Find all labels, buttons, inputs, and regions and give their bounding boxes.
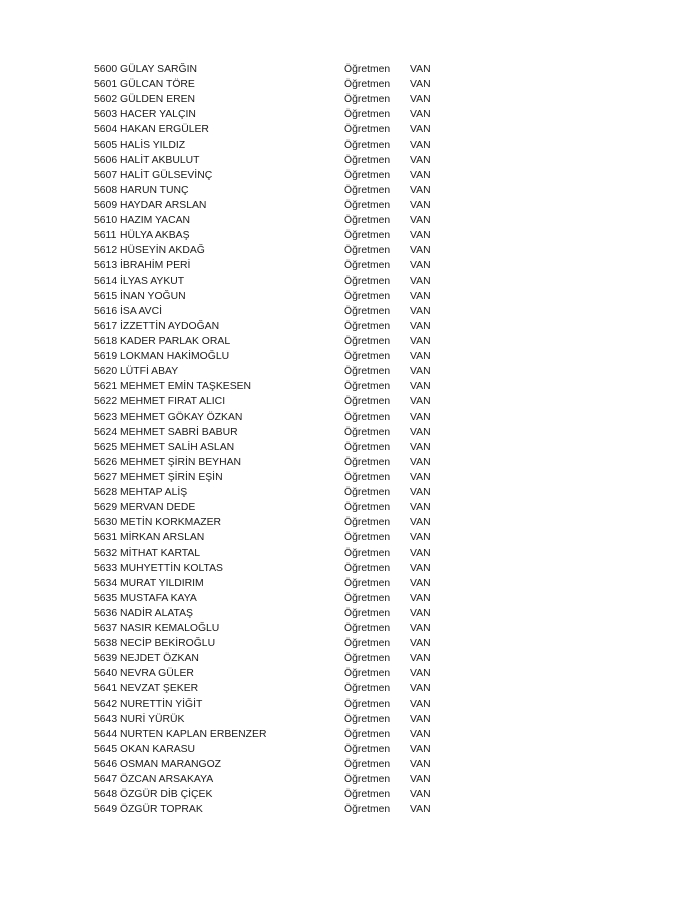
city-name: VAN: [410, 743, 431, 755]
row-number: 5624: [94, 426, 118, 438]
list-item: [94, 410, 454, 425]
person-name: NEVRA GÜLER: [120, 668, 194, 680]
city-name: VAN: [410, 184, 431, 196]
job-title: Öğretmen: [344, 260, 391, 272]
list-item: [94, 697, 454, 712]
person-name: NEJDET ÖZKAN: [120, 653, 199, 665]
job-title: Öğretmen: [344, 411, 391, 423]
job-title: Öğretmen: [344, 396, 391, 408]
row-number: 5613: [94, 260, 118, 272]
person-name: MEHMET FIRAT ALICI: [120, 396, 226, 408]
job-title: Öğretmen: [344, 290, 391, 302]
job-title: Öğretmen: [344, 698, 391, 710]
city-name: VAN: [410, 577, 431, 589]
city-name: VAN: [410, 426, 431, 438]
job-title: Öğretmen: [344, 547, 391, 559]
job-title: Öğretmen: [344, 79, 391, 91]
row-number: 5605: [94, 139, 118, 151]
person-name: KADER PARLAK ORAL: [120, 335, 231, 347]
city-name: VAN: [410, 230, 431, 242]
list-item: [94, 606, 454, 621]
city-name: VAN: [410, 547, 431, 559]
list-item: [94, 591, 454, 606]
person-name: ÖZCAN ARSAKAYA: [120, 774, 214, 786]
city-name: VAN: [410, 623, 431, 635]
person-name: HALİT GÜLSEVİNÇ: [120, 169, 213, 181]
list-item: [94, 455, 454, 470]
person-name: NURİ YÜRÜK: [120, 713, 185, 725]
job-title: Öğretmen: [344, 592, 391, 604]
person-name: MEHMET SABRİ BABUR: [120, 426, 238, 438]
list-item: [94, 712, 454, 727]
person-name: HÜSEYİN AKDAĞ: [120, 245, 205, 257]
person-name: MEHMET ŞİRİN BEYHAN: [120, 456, 242, 468]
city-name: VAN: [410, 381, 431, 393]
person-name: HAKAN ERGÜLER: [120, 124, 209, 136]
row-number: 5616: [94, 305, 118, 317]
city-name: VAN: [410, 517, 431, 529]
city-name: VAN: [410, 471, 431, 483]
list-item: [94, 802, 454, 817]
row-number: 5648: [94, 789, 118, 801]
job-title: Öğretmen: [344, 577, 391, 589]
list-item: [94, 636, 454, 651]
city-name: VAN: [410, 320, 431, 332]
job-title: Öğretmen: [344, 139, 391, 151]
person-name: HACER YALÇIN: [120, 109, 196, 121]
person-name: HARUN TUNÇ: [120, 184, 189, 196]
person-name: İSA AVCİ: [120, 305, 162, 317]
list-item: [94, 92, 454, 107]
job-title: Öğretmen: [344, 245, 391, 257]
list-item: [94, 304, 454, 319]
job-title: Öğretmen: [344, 154, 391, 166]
row-number: 5638: [94, 638, 118, 650]
row-number: 5647: [94, 774, 118, 786]
list-item: [94, 243, 454, 258]
job-title: Öğretmen: [344, 502, 391, 514]
person-name: MURAT YILDIRIM: [120, 577, 204, 589]
city-name: VAN: [410, 592, 431, 604]
row-number: 5606: [94, 154, 118, 166]
list-item: [94, 198, 454, 213]
row-number: 5607: [94, 169, 118, 181]
person-name: MERVAN DEDE: [120, 502, 196, 514]
job-title: Öğretmen: [344, 456, 391, 468]
list-item: [94, 183, 454, 198]
job-title: Öğretmen: [344, 64, 391, 75]
job-title: Öğretmen: [344, 184, 391, 196]
person-name: İZZETTİN AYDOĞAN: [120, 320, 220, 332]
job-title: Öğretmen: [344, 335, 391, 347]
person-name: NEVZAT ŞEKER: [120, 683, 199, 695]
city-name: VAN: [410, 396, 431, 408]
job-title: Öğretmen: [344, 381, 391, 393]
city-name: VAN: [410, 245, 431, 257]
job-title: Öğretmen: [344, 759, 391, 771]
person-name: İLYAS AYKUT: [120, 275, 185, 287]
row-number: 5649: [94, 804, 118, 816]
row-number: 5630: [94, 517, 118, 529]
job-title: Öğretmen: [344, 638, 391, 650]
person-name: MUSTAFA KAYA: [120, 592, 197, 604]
row-number: 5641: [94, 683, 118, 695]
list-item: [94, 77, 454, 92]
list-item: [94, 742, 454, 757]
person-name: NURETTİN YİĞİT: [120, 698, 203, 710]
city-name: VAN: [410, 728, 431, 740]
person-name: HALİT AKBULUT: [120, 154, 200, 166]
row-number: 5644: [94, 728, 118, 740]
city-name: VAN: [410, 562, 431, 574]
person-name: METİN KORKMAZER: [120, 517, 222, 529]
city-name: VAN: [410, 411, 431, 423]
person-name: ÖZGÜR TOPRAK: [120, 804, 203, 816]
person-name: NURTEN KAPLAN ERBENZER: [120, 728, 267, 740]
row-number: 5603: [94, 109, 118, 121]
person-name: MİTHAT KARTAL: [120, 547, 201, 559]
list-item: [94, 546, 454, 561]
city-name: VAN: [410, 441, 431, 453]
list-item: [94, 349, 454, 364]
person-name: HAYDAR ARSLAN: [120, 199, 207, 211]
city-name: VAN: [410, 199, 431, 211]
person-name: OSMAN MARANGOZ: [120, 759, 222, 771]
row-number: 5612: [94, 245, 118, 257]
person-name: MEHMET EMİN TAŞKESEN: [120, 381, 252, 393]
row-number: 5608: [94, 184, 118, 196]
job-title: Öğretmen: [344, 94, 391, 106]
job-title: Öğretmen: [344, 305, 391, 317]
person-name: NECİP BEKİROĞLU: [120, 638, 216, 650]
row-number: 5631: [94, 532, 118, 544]
person-name: HAZIM YACAN: [120, 215, 191, 227]
list-item: [94, 258, 454, 273]
row-number: 5622: [94, 396, 118, 408]
teacher-list: [94, 62, 454, 817]
job-title: Öğretmen: [344, 351, 391, 363]
person-name: NASIR KEMALOĞLU: [120, 623, 220, 635]
list-item: [94, 500, 454, 515]
person-name: OKAN KARASU: [120, 743, 196, 755]
city-name: VAN: [410, 759, 431, 771]
row-number: 5617: [94, 320, 118, 332]
job-title: Öğretmen: [344, 774, 391, 786]
city-name: VAN: [410, 532, 431, 544]
job-title: Öğretmen: [344, 487, 391, 499]
row-number: 5643: [94, 713, 118, 725]
person-name: MEHMET ŞİRİN EŞİN: [120, 471, 223, 483]
city-name: VAN: [410, 305, 431, 317]
job-title: Öğretmen: [344, 517, 391, 529]
city-name: VAN: [410, 124, 431, 136]
city-name: VAN: [410, 713, 431, 725]
list-item: [94, 168, 454, 183]
row-number: 5600: [94, 64, 118, 75]
row-number: 5625: [94, 441, 118, 453]
city-name: VAN: [410, 260, 431, 272]
city-name: VAN: [410, 169, 431, 181]
row-number: 5623: [94, 411, 118, 423]
job-title: Öğretmen: [344, 623, 391, 635]
list-item: [94, 394, 454, 409]
row-number: 5618: [94, 335, 118, 347]
list-item: [94, 561, 454, 576]
job-title: Öğretmen: [344, 789, 391, 801]
city-name: VAN: [410, 215, 431, 227]
list-item: [94, 153, 454, 168]
row-number: 5634: [94, 577, 118, 589]
person-name: HALİS YILDIZ: [120, 139, 186, 151]
city-name: VAN: [410, 638, 431, 650]
job-title: Öğretmen: [344, 426, 391, 438]
job-title: Öğretmen: [344, 532, 391, 544]
person-name: GÜLAY SARĞIN: [120, 64, 197, 75]
row-number: 5633: [94, 562, 118, 574]
list-item: [94, 787, 454, 802]
city-name: VAN: [410, 64, 431, 75]
job-title: Öğretmen: [344, 109, 391, 121]
list-item: [94, 666, 454, 681]
list-item: [94, 274, 454, 289]
job-title: Öğretmen: [344, 215, 391, 227]
list-item: [94, 334, 454, 349]
city-name: VAN: [410, 774, 431, 786]
city-name: VAN: [410, 109, 431, 121]
job-title: Öğretmen: [344, 653, 391, 665]
person-name: MİRKAN ARSLAN: [120, 532, 205, 544]
city-name: VAN: [410, 607, 431, 619]
list-item: [94, 62, 454, 77]
city-name: VAN: [410, 487, 431, 499]
job-title: Öğretmen: [344, 562, 391, 574]
row-number: 5615: [94, 290, 118, 302]
job-title: Öğretmen: [344, 124, 391, 136]
row-number: 5602: [94, 94, 118, 106]
row-number: 5640: [94, 668, 118, 680]
list-item: [94, 651, 454, 666]
list-item: [94, 364, 454, 379]
job-title: Öğretmen: [344, 320, 391, 332]
job-title: Öğretmen: [344, 275, 391, 287]
row-number: 5635: [94, 592, 118, 604]
row-number: 5620: [94, 366, 118, 378]
city-name: VAN: [410, 698, 431, 710]
person-name: MEHMET GÖKAY ÖZKAN: [120, 411, 243, 423]
job-title: Öğretmen: [344, 366, 391, 378]
person-name: HÜLYA AKBAŞ: [120, 230, 190, 242]
row-number: 5626: [94, 456, 118, 468]
person-name: GÜLCAN TÖRE: [120, 79, 195, 91]
list-item: [94, 440, 454, 455]
list-item: [94, 757, 454, 772]
row-number: 5642: [94, 698, 118, 710]
list-item: [94, 470, 454, 485]
row-number: 5610: [94, 215, 118, 227]
person-name: ÖZGÜR DİB ÇİÇEK: [120, 789, 213, 801]
list-item: [94, 727, 454, 742]
city-name: VAN: [410, 668, 431, 680]
person-name: LOKMAN HAKİMOĞLU: [120, 351, 230, 363]
row-number: 5614: [94, 275, 118, 287]
person-name: MUHYETTİN KOLTAS: [120, 562, 223, 574]
row-number: 5632: [94, 547, 118, 559]
city-name: VAN: [410, 275, 431, 287]
person-name: NADİR ALATAŞ: [120, 607, 193, 619]
list-item: [94, 485, 454, 500]
job-title: Öğretmen: [344, 169, 391, 181]
city-name: VAN: [410, 789, 431, 801]
job-title: Öğretmen: [344, 471, 391, 483]
person-name: GÜLDEN EREN: [120, 94, 196, 106]
city-name: VAN: [410, 653, 431, 665]
city-name: VAN: [410, 683, 431, 695]
list-item: [94, 107, 454, 122]
row-number: 5621: [94, 381, 118, 393]
row-number: 5619: [94, 351, 118, 363]
row-number: 5628: [94, 487, 118, 499]
job-title: Öğretmen: [344, 713, 391, 725]
city-name: VAN: [410, 79, 431, 91]
list-item: [94, 289, 454, 304]
job-title: Öğretmen: [344, 230, 391, 242]
list-item: [94, 228, 454, 243]
city-name: VAN: [410, 456, 431, 468]
list-item: [94, 621, 454, 636]
list-item: [94, 425, 454, 440]
job-title: Öğretmen: [344, 728, 391, 740]
city-name: VAN: [410, 290, 431, 302]
person-name: LÜTFİ ABAY: [120, 366, 179, 378]
row-number: 5629: [94, 502, 118, 514]
job-title: Öğretmen: [344, 607, 391, 619]
list-item: [94, 138, 454, 153]
row-number: 5627: [94, 471, 118, 483]
job-title: Öğretmen: [344, 441, 391, 453]
list-item: [94, 319, 454, 334]
city-name: VAN: [410, 804, 431, 816]
list-item: [94, 379, 454, 394]
row-number: 5611: [94, 230, 117, 242]
row-number: 5639: [94, 653, 118, 665]
list-item: [94, 530, 454, 545]
row-number: 5637: [94, 623, 118, 635]
person-name: MEHTAP ALİŞ: [120, 487, 188, 499]
list-item: [94, 772, 454, 787]
city-name: VAN: [410, 154, 431, 166]
person-name: İBRAHİM PERİ: [120, 260, 191, 272]
city-name: VAN: [410, 366, 431, 378]
row-number: 5636: [94, 607, 118, 619]
job-title: Öğretmen: [344, 804, 391, 816]
list-item: [94, 515, 454, 530]
city-name: VAN: [410, 502, 431, 514]
city-name: VAN: [410, 94, 431, 106]
person-name: İNAN YOĞUN: [120, 290, 186, 302]
city-name: VAN: [410, 335, 431, 347]
list-item: [94, 122, 454, 137]
list-item: [94, 213, 454, 228]
person-name: MEHMET SALİH ASLAN: [120, 441, 235, 453]
list-item: [94, 576, 454, 591]
job-title: Öğretmen: [344, 199, 391, 211]
row-number: 5604: [94, 124, 118, 136]
job-title: Öğretmen: [344, 743, 391, 755]
row-number: 5646: [94, 759, 118, 771]
city-name: VAN: [410, 139, 431, 151]
row-number: 5601: [94, 79, 118, 91]
list-item: [94, 681, 454, 696]
row-number: 5645: [94, 743, 118, 755]
job-title: Öğretmen: [344, 683, 391, 695]
row-number: 5609: [94, 199, 118, 211]
city-name: VAN: [410, 351, 431, 363]
job-title: Öğretmen: [344, 668, 391, 680]
